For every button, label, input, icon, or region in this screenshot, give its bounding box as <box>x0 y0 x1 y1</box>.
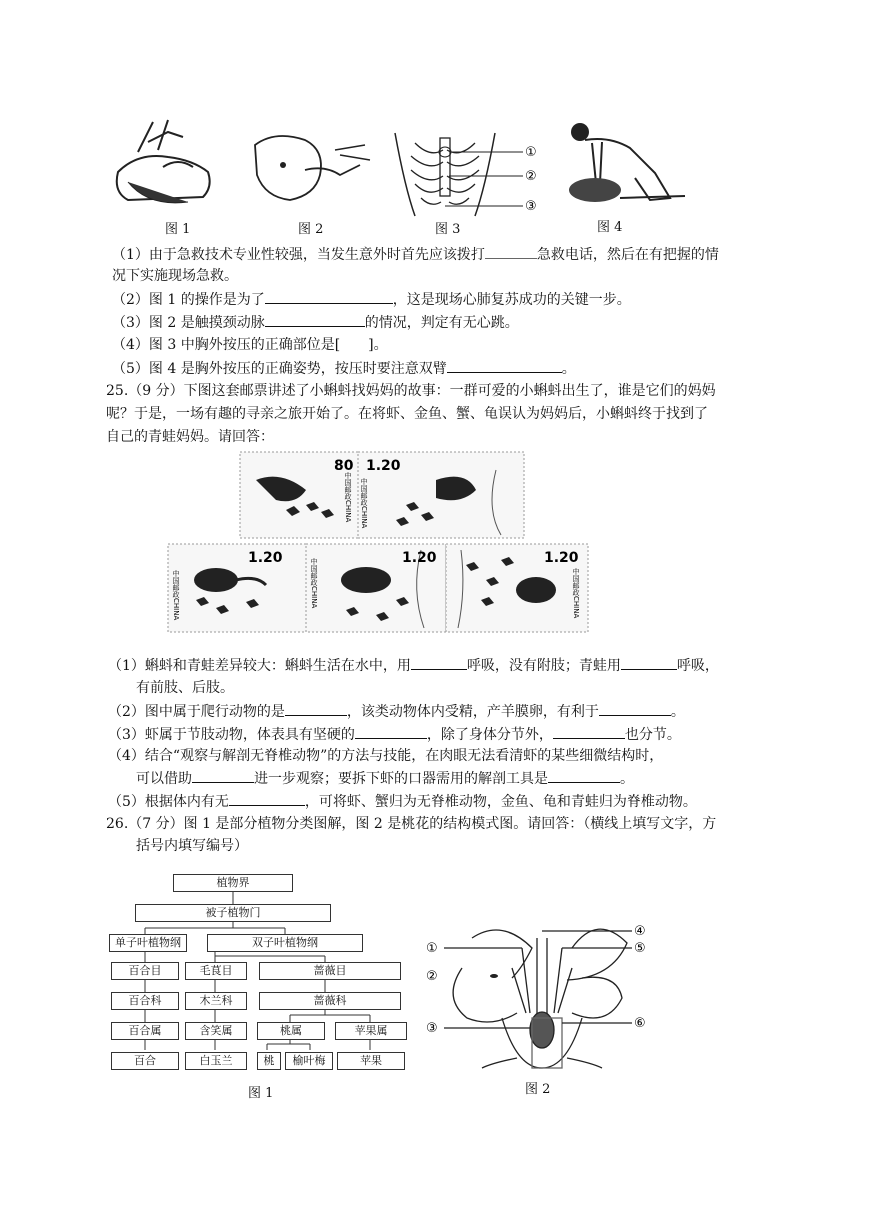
tree-species-flowering-plum: 榆叶梅 <box>285 1052 333 1070</box>
q24-item-5: （5）图 4 是胸外按压的正确姿势，按压时要注意双臂 。 <box>112 358 576 379</box>
q26-intro-2: 括号内填写编号） <box>136 838 248 854</box>
flower-label-5: ⑤ <box>634 941 646 956</box>
stamps-illustration <box>166 450 590 636</box>
q25-intro-1: 25.（9 分）下图这套邮票讲述了小蝌蚪找妈妈的故事：一群可爱的小蝌蚪出生了，谁是它们的妈妈 <box>106 383 716 399</box>
stamp-value-2: 1.20 <box>366 458 401 474</box>
caption-q26-fig2: 图 2 <box>525 1082 551 1097</box>
q24-item-1: （1）由于急救技术专业性较强，当发生意外时首先应该拨打 急救电话，然后在有把握的情 <box>112 244 719 265</box>
q25-blank-5[interactable] <box>229 791 305 806</box>
tree-genus-peach: 桃属 <box>257 1022 325 1040</box>
stamp-country-4: 中国邮政CHINA <box>310 558 318 609</box>
marker-2: ② <box>525 169 537 184</box>
figure-4-cpr-posture <box>560 118 695 208</box>
stamp-value-1: 80 <box>334 458 354 474</box>
peach-flower-diagram <box>422 918 662 1078</box>
flower-label-4: ④ <box>634 924 646 939</box>
stamp-set <box>166 450 590 636</box>
stamp-country-3: 中国邮政CHINA <box>172 570 180 621</box>
tree-family-rose: 蔷薇科 <box>259 992 401 1010</box>
figure-1-rescue-tilt <box>108 112 238 212</box>
caption-q26-fig1: 图 1 <box>248 1086 274 1101</box>
caption-fig1: 图 1 <box>165 222 191 237</box>
tree-species-apple: 苹果 <box>337 1052 405 1070</box>
tree-order-rosales: 蔷薇目 <box>259 962 401 980</box>
q25-item-3: （3）虾属于节肢动物，体表具有坚硬的 ，除了身体分节外， 也分节。 <box>108 724 681 745</box>
q25-blank-2b[interactable] <box>599 701 671 716</box>
tree-species-magnolia: 白玉兰 <box>185 1052 247 1070</box>
q25-item-2: （2）图中属于爬行动物的是 ，该类动物体内受精，产羊膜卵，有利于 。 <box>108 701 685 722</box>
tree-genus-lily: 百合属 <box>111 1022 179 1040</box>
tree-genus-apple: 苹果属 <box>335 1022 407 1040</box>
tree-species-lily: 百合 <box>111 1052 179 1070</box>
q25-blank-1a[interactable] <box>411 655 467 670</box>
q25-blank-1b[interactable] <box>621 655 677 670</box>
marker-3: ③ <box>525 199 537 214</box>
tree-class-dicot: 双子叶植物纲 <box>207 934 363 952</box>
q25-blank-3b[interactable] <box>553 724 625 739</box>
q25-item-4-cont: 可以借助 进一步观察；要拆下虾的口器需用的解剖工具是 。 <box>136 768 634 789</box>
tree-phylum: 被子植物门 <box>135 904 331 922</box>
q24-blank-5[interactable] <box>447 358 562 373</box>
q25-blank-4b[interactable] <box>548 768 620 783</box>
flower-label-6: ⑥ <box>634 1016 646 1031</box>
caption-fig4: 图 4 <box>597 220 623 235</box>
tree-order-ranunculales: 毛茛目 <box>185 962 247 980</box>
q25-blank-4a[interactable] <box>192 768 254 783</box>
q24-blank-3[interactable] <box>265 312 365 327</box>
q24-blank-1[interactable] <box>485 244 537 259</box>
figure-2-carotid-check <box>245 125 375 210</box>
q24-item-4: （4）图 3 中胸外按压的正确部位是[ ]。 <box>112 337 388 353</box>
plant-classification-tree <box>105 870 415 1075</box>
q25-item-1: （1）蝌蚪和青蛙差异较大：蝌蚪生活在水中，用 呼吸，没有附肢；青蛙用 呼吸， <box>108 655 719 676</box>
flower-label-1: ① <box>426 941 438 956</box>
q25-item-4: （4）结合“观察与解剖无脊椎动物”的方法与技能，在肉眼无法看清虾的某些细微结构时， <box>108 748 664 764</box>
q25-blank-3a[interactable] <box>355 724 427 739</box>
caption-fig3: 图 3 <box>435 222 461 237</box>
tree-family-lily: 百合科 <box>111 992 179 1010</box>
tree-species-peach: 桃 <box>257 1052 281 1070</box>
q24-item-1-cont: 况下实施现场急救。 <box>112 268 238 284</box>
tree-genus-michelia: 含笑属 <box>185 1022 247 1040</box>
tree-order-lily: 百合目 <box>111 962 179 980</box>
flower-label-3: ③ <box>426 1021 438 1036</box>
stamp-value-5: 1.20 <box>544 550 579 566</box>
stamp-country-5: 中国邮政CHINA <box>572 568 580 619</box>
marker-1: ① <box>525 145 537 160</box>
stamp-value-4: 1.20 <box>402 550 437 566</box>
tree-family-magnolia: 木兰科 <box>185 992 247 1010</box>
q25-item-5: （5）根据体内有无 ，可将虾、蟹归为无脊椎动物，金鱼、龟和青蛙归为脊椎动物。 <box>108 791 697 812</box>
stamp-country-1: 中国邮政CHINA <box>344 472 352 523</box>
q24-blank-2[interactable] <box>265 289 393 304</box>
figure-3-ribcage <box>385 128 545 218</box>
flower-label-2: ② <box>426 969 438 984</box>
q25-item-1-cont: 有前肢、后肢。 <box>136 680 234 696</box>
q25-intro-2: 呢？于是，一场有趣的寻亲之旅开始了。在将虾、金鱼、蟹、龟误认为妈妈后，小蝌蚪终于找到了 <box>106 406 708 422</box>
q24-item-2: （2）图 1 的操作是为了 ，这是现场心肺复苏成功的关键一步。 <box>112 289 631 310</box>
q26-intro-1: 26.（7 分）图 1 是部分植物分类图解，图 2 是桃花的结构模式图。请回答：（横线上填写文字，方 <box>106 816 717 832</box>
tree-kingdom: 植物界 <box>173 874 293 892</box>
stamp-country-2: 中国邮政CHINA <box>360 478 368 529</box>
caption-fig2: 图 2 <box>298 222 324 237</box>
stamp-value-3: 1.20 <box>248 550 283 566</box>
q24-item-3: （3）图 2 是触摸颈动脉 的情况，判定有无心跳。 <box>112 312 519 333</box>
q25-blank-2a[interactable] <box>285 701 347 716</box>
tree-class-monocot: 单子叶植物纲 <box>109 934 187 952</box>
q25-intro-3: 自己的青蛙妈妈。请回答： <box>106 429 274 445</box>
